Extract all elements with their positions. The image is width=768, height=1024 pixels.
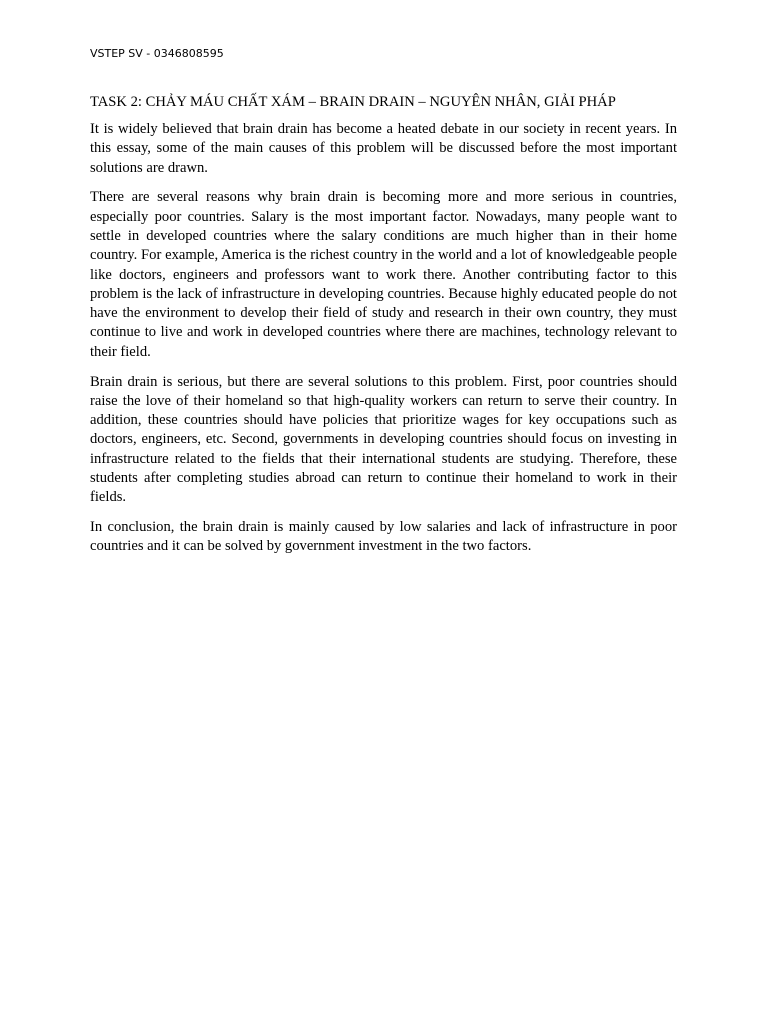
paragraph-introduction: It is widely believed that brain drain has become a heated debate in our society in recent years. In this essay, some of the main causes of this problem will be discussed before the most important solutions are drawn. bbox=[90, 121, 677, 176]
paragraph-solutions: Brain drain is serious, but there are several solutions to this problem. First, poor countries should raise the love of their homeland so that high-quality workers can return to serve their country. In addition, these countries should have policies that prioritize wages for key occupations such as doctors, engineers, etc. Second, governments in developing countries should focus on investing in infrastructure related to the fields that their international students are studying. Therefore, these students after completing studies abroad can return to continue their homeland to work in their fields. bbox=[90, 373, 677, 506]
document-title: TASK 2: CHẢY MÁU CHẤT XÁM – BRAIN DRAIN – NGUYÊN NHÂN, GIẢI PHÁP bbox=[90, 94, 616, 110]
page-header: VSTEP SV - 0346808595 bbox=[90, 47, 224, 60]
document-body bbox=[90, 93, 677, 567]
paragraph-causes: There are several reasons why brain drain is becoming more and more serious in countries, especially poor countries. Salary is the most important factor. Nowadays, many people want to settle in developed countries where the salary conditions are much higher than in their home country. For example, America is the richest country in the world and a lot of knowledgeable people like doctors, engineers and professors want to work there. Another contributing factor to this problem is the lack of infrastructure in developing countries. Because highly educated people do not have the environment to develop their field of study and research in their own country, they must continue to live and work in developed countries where there are machines, technology relevant to their field. bbox=[90, 189, 677, 360]
paragraph-conclusion: In conclusion, the brain drain is mainly caused by low salaries and lack of infrastructure in poor countries and it can be solved by government investment in the two factors. bbox=[90, 519, 677, 555]
